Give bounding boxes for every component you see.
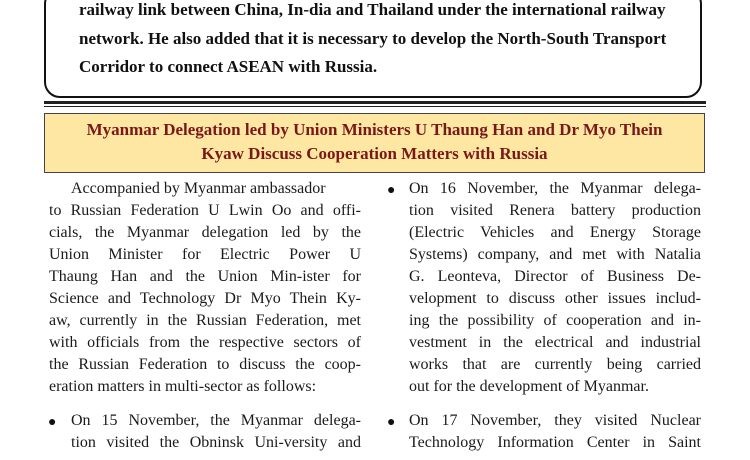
headline-line-2: Kyaw Discuss Cooperation Matters with Russia bbox=[201, 144, 548, 163]
bullet-line: G. Leonteva, Director of Business De- bbox=[409, 268, 701, 285]
intro-line: aw, currently in the Russian Federation, met bbox=[49, 312, 361, 329]
intro-line: eration matters in multi-sector as follows: bbox=[49, 378, 317, 395]
intro-line: Accompanied by Myanmar ambassador bbox=[71, 180, 326, 197]
bullet-line: (Electric Vehicles and Energy Storage bbox=[409, 224, 701, 241]
article-headline-banner bbox=[44, 113, 705, 173]
previous-article-line-2: network. He also added that it is necessary to develop the North-South Transport bbox=[79, 29, 667, 48]
intro-line: cials, the Myanmar delegation led by the bbox=[49, 224, 361, 241]
bullet-line: Technology Information Center in Saint bbox=[409, 434, 701, 451]
bullet-dot: ● bbox=[48, 415, 57, 430]
bullet-line: out for the development of Myanmar. bbox=[409, 378, 649, 395]
intro-line: to Russian Federation U Lwin Oo and offi- bbox=[49, 202, 361, 219]
intro-line: the Russian Federation to discuss the coop- bbox=[49, 356, 361, 373]
divider-rule-thin bbox=[44, 106, 706, 107]
intro-line: Union Minister for Electric Power U bbox=[49, 246, 361, 263]
bullet-dot: ● bbox=[387, 415, 396, 430]
bullet-line: velopment to discuss other issues includ- bbox=[409, 290, 701, 307]
bullet-line: tion visited Renera battery production bbox=[409, 202, 701, 219]
bullet-line: ing the possibility of cooperation and in- bbox=[409, 312, 701, 329]
headline-line-1: Myanmar Delegation led by Union Ministers U Thaung Han and Dr Myo Thein bbox=[86, 120, 663, 139]
intro-line: with officials from the respective sectors of bbox=[49, 334, 361, 351]
bullet-line: works that are currently being carried bbox=[409, 356, 701, 373]
divider-rule-thick bbox=[44, 101, 706, 104]
bullet-line: vestment in the electrical and industrial bbox=[409, 334, 701, 351]
bullet-line: Systems) company, and met with Natalia bbox=[409, 246, 701, 263]
previous-article-line-1: railway link between China, In-dia and Thailand under the international railway bbox=[79, 0, 666, 19]
intro-line: Science and Technology Dr Myo Thein Ky- bbox=[49, 290, 361, 307]
bullet-line: On 15 November, the Myanmar delega- bbox=[71, 412, 361, 429]
bullet-dot: ● bbox=[387, 183, 396, 198]
bullet-line: On 16 November, the Myanmar delega- bbox=[409, 180, 701, 197]
previous-article-line-3: Corridor to connect ASEAN with Russia. bbox=[79, 57, 378, 76]
bullet-line: tion visited the Obninsk Uni-versity and bbox=[71, 434, 361, 451]
intro-line: Thaung Han and the Union Min-ister for bbox=[49, 268, 361, 285]
bullet-line: On 17 November, they visited Nuclear bbox=[409, 412, 701, 429]
